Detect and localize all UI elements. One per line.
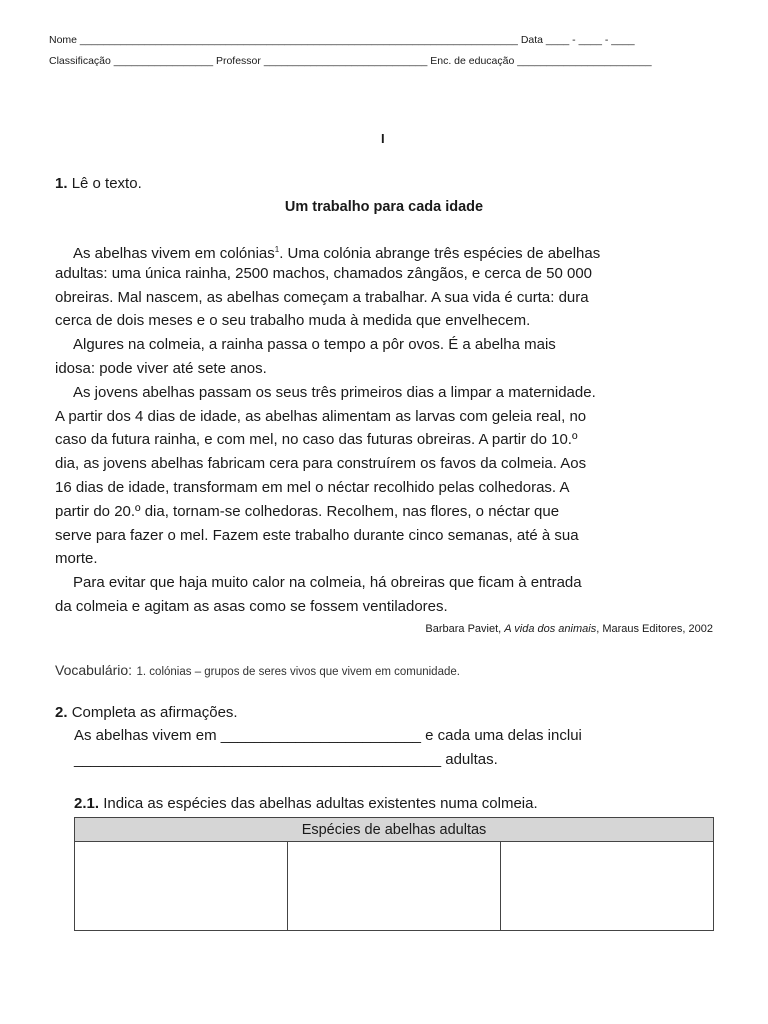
reading-text: [55, 238, 655, 619]
species-table: [74, 817, 714, 931]
text-line: cerca de dois meses e o seu trabalho muda à medida que envelhecem.: [55, 312, 531, 330]
text-line: dia, as jovens abelhas fabricam cera para construírem os favos da colmeia. Aos: [55, 455, 587, 473]
source-publisher: , Maraus Editores, 2002: [596, 623, 713, 635]
text-line: Algures na colmeia, a rainha passa o tempo a pôr ovos. É a abelha mais: [73, 336, 556, 354]
question-2-1-number: 2.1.: [74, 795, 100, 812]
text-line: serve para fazer o mel. Fazem este trabalho durante cinco semanas, até à sua: [55, 526, 579, 544]
question-2-1-instruction: Indica as espécies das abelhas adultas existentes numa colmeia.: [103, 795, 538, 812]
text-line: morte.: [55, 550, 98, 568]
question-2-fill-line-2[interactable]: ____________________________________________ adultas.: [74, 751, 498, 768]
vocabulary-entry: 1. colónias – grupos de seres vivos que vivem em comunidade.: [136, 666, 460, 678]
text-line: Para evitar que haja muito calor na colmeia, há obreiras que ficam à entrada: [73, 574, 582, 592]
header-class-teacher-line: Classificação _________________ Professor ____________________________ Enc. de educação _______________________: [49, 55, 652, 67]
species-table-header: Espécies de abelhas adultas: [75, 818, 714, 842]
vocabulary-label: Vocabulário:: [55, 662, 133, 678]
text-line: A partir dos 4 dias de idade, as abelhas alimentam as larvas com geleia real, no: [55, 407, 587, 425]
source-citation: [425, 623, 713, 635]
header-name-date-line: Nome ___________________________________________________________________________ Data ____ - ____ - ____: [49, 34, 635, 46]
footnote-marker: 1: [274, 245, 280, 254]
text-line: adultas: uma única rainha, 2500 machos, chamados zângãos, e cerca de 50 000: [55, 264, 593, 282]
text-line: caso da futura rainha, e com mel, no caso das futuras obreiras. A partir do 10.º: [55, 431, 578, 449]
species-answer-cell-1[interactable]: [75, 842, 288, 931]
question-1-number: 1.: [55, 175, 68, 192]
species-answer-cell-2[interactable]: [288, 842, 501, 931]
text-line: obreiras. Mal nascem, as abelhas começam a trabalhar. A sua vida é curta: dura: [55, 288, 589, 306]
section-mark: I: [381, 131, 385, 146]
text-title: Um trabalho para cada idade: [284, 199, 484, 215]
question-2-1: [74, 792, 538, 816]
text-line: idosa: pode viver até sete anos.: [55, 359, 267, 377]
question-2-number: 2.: [55, 704, 68, 721]
question-1: [55, 172, 142, 196]
text-line: partir do 20.º dia, tornam-se colhedoras. Recolhem, nas flores, o néctar que: [55, 502, 560, 520]
vocabulary: [55, 662, 460, 680]
species-answer-cell-3[interactable]: [501, 842, 714, 931]
question-2-fill-line-1[interactable]: As abelhas vivem em ________________________ e cada uma delas inclui: [74, 727, 582, 744]
question-2: [55, 701, 238, 725]
question-1-instruction: Lê o texto.: [71, 175, 142, 192]
text-line: da colmeia e agitam as asas como se fossem ventiladores.: [55, 597, 448, 615]
source-work: A vida dos animais: [504, 623, 597, 635]
source-author: Barbara Paviet,: [425, 623, 505, 635]
text-line: As jovens abelhas passam os seus três primeiros dias a limpar a maternidade.: [73, 383, 596, 401]
question-2-instruction: Completa as afirmações.: [71, 704, 238, 721]
text-line: 16 dias de idade, transformam em mel o néctar recolhido pelas colhedoras. A: [55, 478, 570, 496]
text-line: As abelhas vivem em colónias$^1$. Uma colónia abrange três espécies de abelhas: [73, 245, 601, 262]
